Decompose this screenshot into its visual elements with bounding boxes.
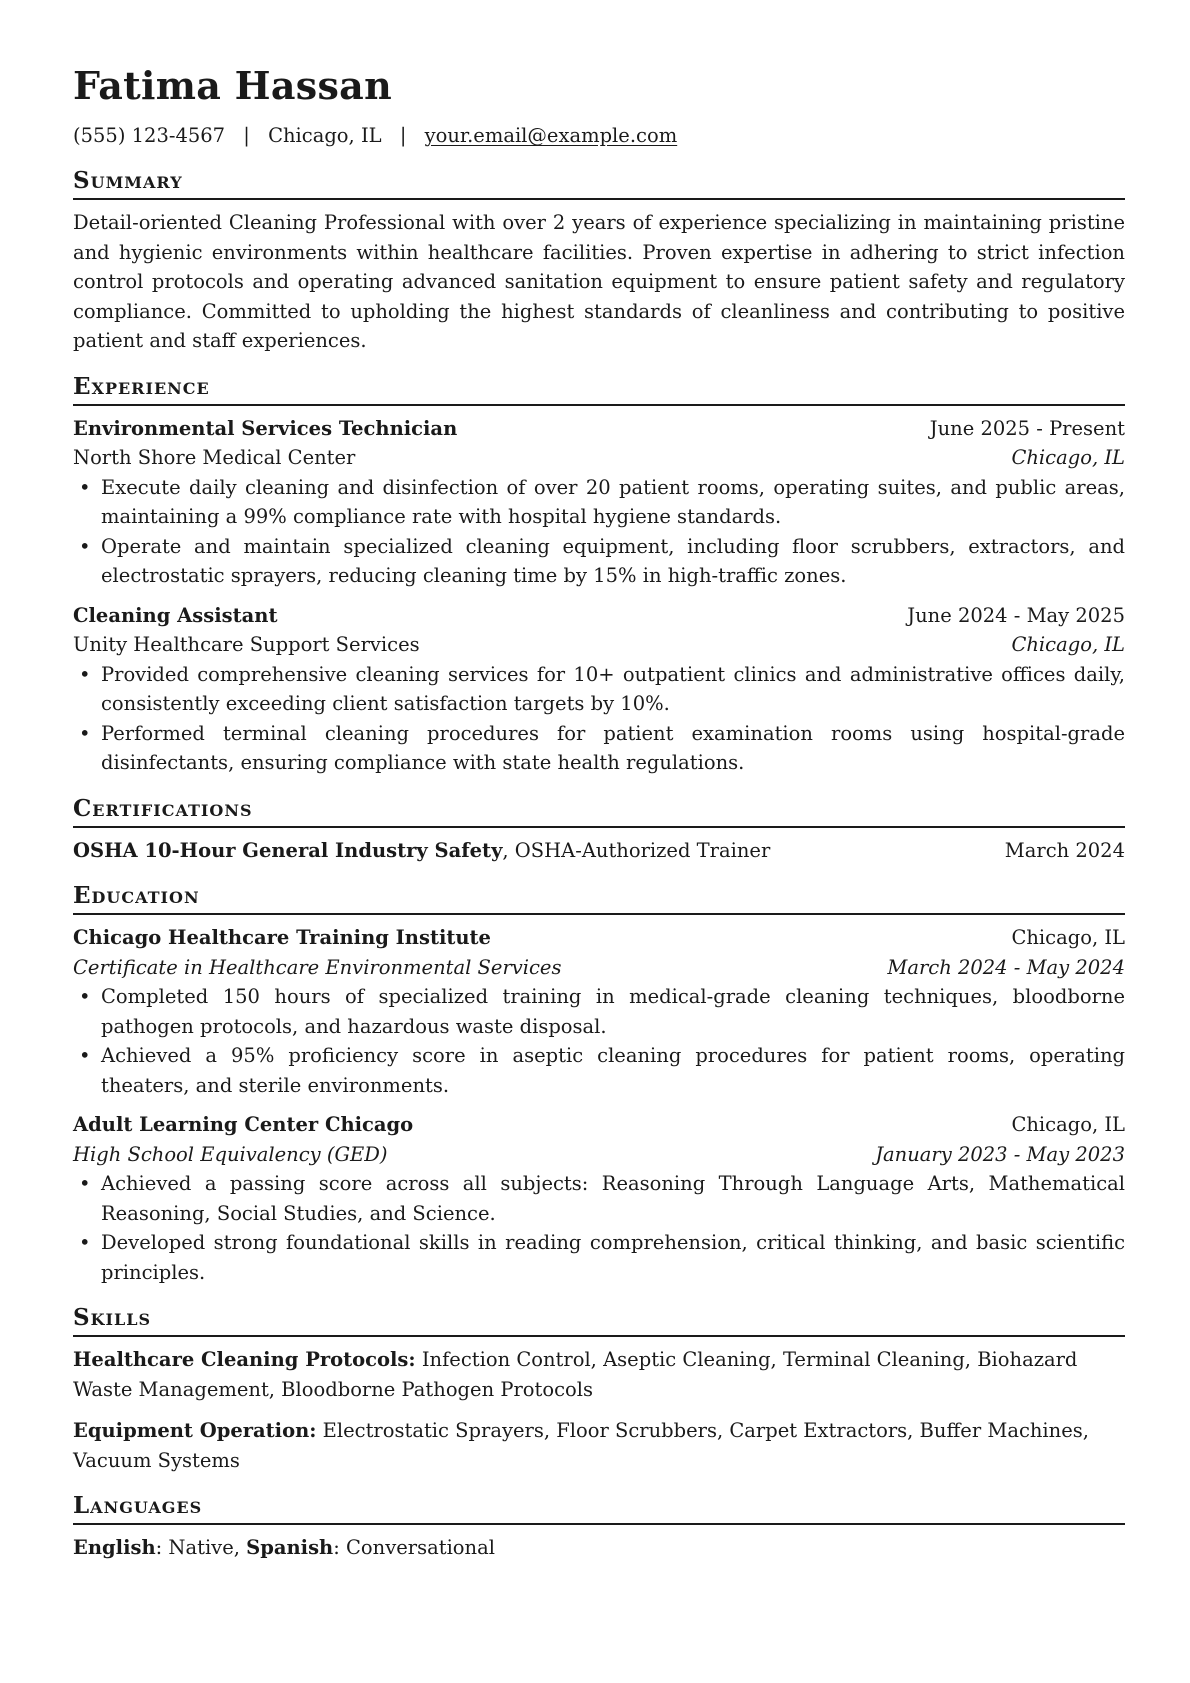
- summary-section: [73, 166, 1125, 356]
- bullet-item: • Completed 150 hours of specialized training in medical-grade cleaning techniques, bloodborne pathogen protocols, and hazardous waste disposal.: [73, 982, 1125, 1041]
- experience-section: [73, 372, 1125, 778]
- language-name: English: [73, 1536, 156, 1559]
- experience-entry: [73, 601, 1125, 778]
- bullet-list: [73, 473, 1125, 591]
- job-location: Chicago, IL: [1011, 446, 1125, 469]
- section-heading: Experience: [73, 372, 1125, 406]
- education-entry: [73, 923, 1125, 1100]
- candidate-name: Fatima Hassan: [73, 63, 393, 108]
- location: Chicago, IL: [268, 124, 382, 147]
- job-location: Chicago, IL: [1011, 633, 1125, 656]
- skill-list: Electrostatic Sprayers, Floor Scrubbers, Carpet Extractors, Buffer Machines, Vacuum Systems: [73, 1419, 1089, 1472]
- resume-page: [73, 58, 1125, 1575]
- skill-group: [73, 1416, 1125, 1475]
- bullet-list: [73, 660, 1125, 778]
- certification-date: March 2024: [1004, 838, 1125, 862]
- language-level: : Conversational: [333, 1536, 495, 1559]
- skill-list: Infection Control, Aseptic Cleaning, Terminal Cleaning, Biohazard Waste Management, Bloodborne Pathogen Protocols: [73, 1348, 1078, 1401]
- school-location: Chicago, IL: [1011, 1113, 1125, 1136]
- section-heading: Skills: [73, 1303, 1125, 1337]
- languages-section: [73, 1491, 1125, 1563]
- skills-section: [73, 1303, 1125, 1475]
- certification-issuer: , OSHA-Authorized Trainer: [502, 838, 771, 862]
- bullet-item: • Achieved a passing score across all subjects: Reasoning Through Language Arts, Mathematical Reasoning, Social Studies, and Science.: [73, 1169, 1125, 1228]
- job-title: Environmental Services Technician: [73, 416, 458, 440]
- section-heading: Summary: [73, 166, 1125, 200]
- bullet-list: [73, 982, 1125, 1100]
- education-entry: [73, 1110, 1125, 1287]
- school-location: Chicago, IL: [1011, 926, 1125, 949]
- bullet-list: [73, 1169, 1125, 1287]
- summary-text: Detail-oriented Cleaning Professional with over 2 years of experience specializing in maintaining pristine and hygienic environments within healthcare facilities. Proven expertise in adhering to strict infection control protocols and operating advanced sanitation equipment to ensure patient safety and regulatory compliance. Committed to upholding the highest standards of cleanliness and contributing to positive patient and staff experiences.: [73, 211, 1125, 352]
- section-heading: Education: [73, 881, 1125, 915]
- skill-category: Equipment Operation:: [73, 1419, 317, 1442]
- job-title: Cleaning Assistant: [73, 603, 278, 627]
- employer: Unity Healthcare Support Services: [73, 633, 420, 656]
- credential: High School Equivalency (GED): [73, 1142, 388, 1166]
- education-dates: January 2023 - May 2023: [875, 1142, 1125, 1166]
- certifications-section: [73, 794, 1125, 866]
- employer: North Shore Medical Center: [73, 446, 356, 469]
- contact-separator: |: [243, 124, 250, 147]
- bullet-item: • Provided comprehensive cleaning services for 10+ outpatient clinics and administrative offices daily, consistently exceeding client satisfaction targets by 10%.: [73, 660, 1125, 719]
- bullet-item: • Execute daily cleaning and disinfection of over 20 patient rooms, operating suites, and public areas, maintaining a 99% compliance rate with hospital hygiene standards.: [73, 473, 1125, 532]
- contact-line: [73, 122, 1125, 150]
- skill-group: [73, 1345, 1125, 1404]
- language-name: Spanish: [246, 1536, 334, 1559]
- email-link[interactable]: your.email@example.com: [424, 124, 678, 147]
- skill-category: Healthcare Cleaning Protocols:: [73, 1348, 416, 1371]
- job-dates: June 2024 - May 2025: [907, 603, 1125, 627]
- section-heading: Languages: [73, 1491, 1125, 1525]
- credential: Certificate in Healthcare Environmental Services: [73, 955, 562, 979]
- bullet-item: • Operate and maintain specialized cleaning equipment, including floor scrubbers, extractors, and electrostatic sprayers, reducing cleaning time by 15% in high-traffic zones.: [73, 532, 1125, 591]
- certification-name: OSHA 10-Hour General Industry Safety: [73, 838, 503, 862]
- experience-entry: [73, 414, 1125, 591]
- phone-number: (555) 123-4567: [73, 124, 226, 147]
- certification-entry: [73, 836, 1125, 866]
- school-name: Adult Learning Center Chicago: [73, 1113, 414, 1136]
- job-dates: June 2025 - Present: [929, 416, 1125, 440]
- section-heading: Certifications: [73, 794, 1125, 828]
- bullet-item: • Achieved a 95% proficiency score in aseptic cleaning procedures for patient rooms, operating theaters, and sterile environments.: [73, 1041, 1125, 1100]
- contact-separator: |: [399, 124, 407, 147]
- languages-line: [73, 1533, 1125, 1563]
- education-section: [73, 881, 1125, 1287]
- language-level: : Native,: [155, 1536, 247, 1559]
- school-name: Chicago Healthcare Training Institute: [73, 926, 491, 949]
- bullet-item: • Performed terminal cleaning procedures for patient examination rooms using hospital-grade disinfectants, ensuring compliance with state health regulations.: [73, 719, 1125, 778]
- bullet-item: • Developed strong foundational skills in reading comprehension, critical thinking, and basic scientific principles.: [73, 1228, 1125, 1287]
- education-dates: March 2024 - May 2024: [887, 955, 1125, 979]
